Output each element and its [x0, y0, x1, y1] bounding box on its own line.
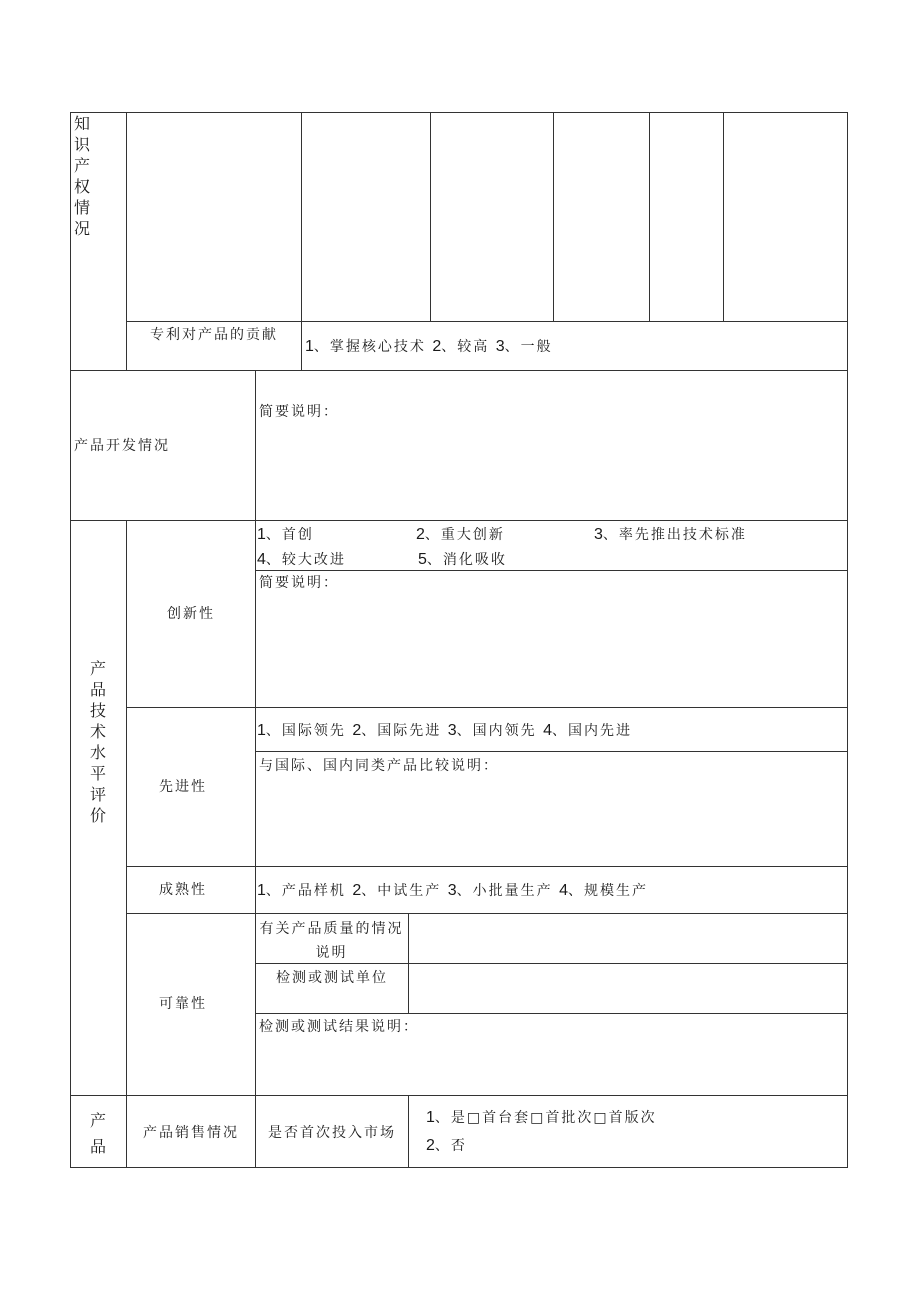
innovation-opt5: 5、消化吸收	[418, 551, 507, 568]
product-section-label: 产品	[89, 1111, 106, 1156]
reliability-label: 可靠性	[159, 996, 207, 1012]
innovation-brief-label: 简要说明：	[259, 575, 339, 591]
hline	[126, 321, 848, 322]
hline	[70, 112, 848, 113]
hline	[126, 707, 848, 708]
hline	[70, 1167, 848, 1168]
quality-label: 有关产品质量的情况说明	[259, 921, 404, 961]
hline	[255, 1013, 848, 1014]
vline	[847, 112, 848, 1168]
dev-brief-label: 简要说明：	[259, 404, 339, 420]
innovation-opt4: 4、较大改进	[257, 551, 346, 568]
hline	[70, 370, 848, 371]
hline	[70, 1095, 848, 1096]
vline	[553, 112, 554, 322]
innovation-opt1: 1、首创	[257, 526, 314, 543]
vline	[430, 112, 431, 322]
innovation-label: 创新性	[167, 606, 215, 622]
test-result-label: 检测或测试结果说明：	[259, 1019, 419, 1035]
advanced-compare-label: 与国际、国内同类产品比较说明：	[259, 758, 499, 774]
innovation-opt3: 3、率先推出技术标准	[594, 526, 747, 543]
vline	[70, 112, 71, 1168]
sales-label: 产品销售情况	[143, 1125, 239, 1141]
vline	[723, 112, 724, 322]
first-market-option-no: 2、否	[426, 1137, 467, 1154]
hline	[126, 866, 848, 867]
vline	[408, 913, 409, 1014]
maturity-label: 成熟性	[159, 882, 207, 898]
hline	[70, 520, 848, 521]
first-market-label: 是否首次投入市场	[268, 1125, 396, 1141]
test-unit-label: 检测或测试单位	[276, 970, 388, 986]
maturity-options: 1、产品样机 2、中试生产 3、小批量生产 4、规模生产	[257, 882, 648, 899]
hline	[255, 570, 848, 571]
advanced-label: 先进性	[159, 779, 207, 795]
innovation-opt2: 2、重大创新	[416, 526, 505, 543]
hline	[126, 913, 848, 914]
patent-contribution-options: 1、掌握核心技术 2、较高 3、一般	[305, 338, 553, 355]
dev-section-label: 产品开发情况	[74, 438, 170, 454]
patent-contribution-label: 专利对产品的贡献	[150, 327, 278, 343]
vline	[649, 112, 650, 322]
hline	[255, 751, 848, 752]
ip-section-label: 知识产权情况	[74, 114, 91, 238]
vline	[301, 112, 302, 371]
vline	[255, 370, 256, 1168]
first-market-option-yes: 1、是□首台套□首批次□首版次	[426, 1109, 657, 1126]
tech-section-label: 产品技术水平评价	[89, 659, 106, 825]
advanced-options: 1、国际领先 2、国际先进 3、国内领先 4、国内先进	[257, 722, 632, 739]
vline	[408, 1095, 409, 1168]
